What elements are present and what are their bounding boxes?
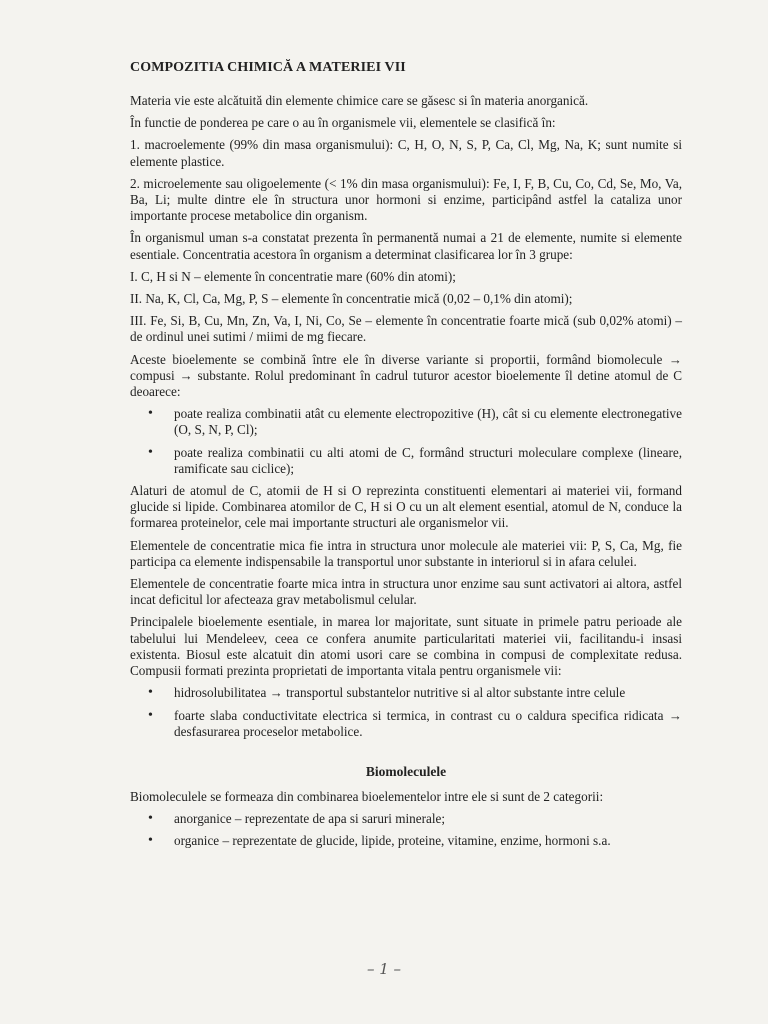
section-intro: Biomoleculele se formeaza din combinarea bioelementelor intre ele si sunt de 2 categorii:: [130, 788, 604, 804]
paragraph: III. Fe, Si, B, Cu, Mn, Zn, Va, I, Ni, Co, Se – elemente în concentratie foarte mică (sub 0,02% atomi) – de ordinul unei sutimi / miimi de mg fiecare.: [130, 313, 682, 345]
paragraph: Alaturi de atomul de C, atomii de H si O reprezinta constituenti elementari ai materiei vii, formand glucide si lipide. Combinarea atomilor de C, H si O cu un alt element esential, atomul de N, conduce la formarea proteinelor, cele mai importante structuri ale organismelor vii.: [130, 483, 682, 531]
list-item: • poate realiza combinatii atât cu elemente electropozitive (H), cât si cu elemente electronegative (O, S, N, P, Cl);: [130, 406, 682, 438]
paragraph: 2. microelemente sau oligoelemente (< 1% din masa organismului): Fe, I, F, B, Cu, Co, Cd, Se, Mo, Va, Ba, Li; multe dintre ele în structura unor hormoni si enzime, participând astfel la cataliza unor importante procese metabolice din organism.: [130, 175, 682, 224]
bullet-list-carbon: [130, 406, 682, 477]
page-number: – 1 –: [366, 960, 402, 978]
document-title: COMPOZITIA CHIMICĂ A MATERIEI VII: [130, 60, 406, 75]
paragraph: Materia vie este alcătuită din elemente chimice care se găsesc si în materia anorganică.: [130, 93, 589, 108]
paragraph: Elementele de concentratie mica fie intra in structura unor molecule ale materiei vii: P, S, Ca, Mg, fie participa ca elemente indispensabile la transportul unor substante in interiorul si in afara celulei.: [130, 537, 682, 569]
paragraph: În organismul uman s-a constatat prezenta în permanentă numai a 21 de elemente, numite si elemente esentiale. Concentratia acestora în organism a determinat clasificarea lor în 3 grupe:: [130, 230, 682, 262]
bullet-list-properties: [130, 685, 682, 740]
section-title: Biomoleculele: [365, 763, 447, 779]
paragraph: Aceste bioelemente se combină între ele în diverse variante si proportii, formând biomolecule → compusi → substante. Rolul predominant în cadrul tuturor acestor bioelemente îl detine atomul de C deoarece:: [130, 351, 682, 400]
list-item: • hidrosolubilitatea → transportul substantelor nutritive si al altor substante intre celule: [130, 685, 682, 701]
list-item: • organice – reprezentate de glucide, lipide, proteine, vitamine, enzime, hormoni s.a.: [130, 833, 682, 849]
bullet-list-biomolecules: [130, 811, 682, 849]
paragraph: Elementele de concentratie foarte mica intra in structura unor enzime sau sunt activatori ai altora, astfel incat deficitul lor afecteaza grav metabolismul celular.: [130, 576, 682, 608]
list-item: • anorganice – reprezentate de apa si saruri minerale;: [130, 811, 682, 827]
list-item: • foarte slaba conductivitate electrica si termica, in contrast cu o caldura specifica ridicata → desfasurarea proceselor metabolice.: [130, 708, 682, 740]
paragraph: 1. macroelemente (99% din masa organismului): C, H, O, N, S, P, Ca, Cl, Mg, Na, K; sunt numite si elemente plastice.: [130, 137, 682, 169]
paragraph: Principalele bioelemente esentiale, in marea lor majoritate, sunt situate in primele patru perioade ale tabelului lui Mendeleev, ceea ce confera anumite particularitati materiei vii, facilitandu-i insasi existenta. Biosul este alcatuit din atomi usori care se combina in compusi de complexitate redusa. Compusii formati prezinta proprietati de importanta vitala pentru organismele vii:: [130, 614, 682, 679]
paragraph: În functie de ponderea pe care o au în organismele vii, elementele se clasifică în:: [130, 115, 556, 131]
list-item: • poate realiza combinatii cu alti atomi de C, formând structuri moleculare complexe (lineare, ramificate sau ciclice);: [130, 445, 682, 477]
paragraph: I. C, H si N – elemente în concentratie mare (60% din atomi);: [130, 268, 456, 284]
paragraph: II. Na, K, Cl, Ca, Mg, P, S – elemente în concentratie mică (0,02 – 0,1% din atomi);: [130, 291, 573, 307]
